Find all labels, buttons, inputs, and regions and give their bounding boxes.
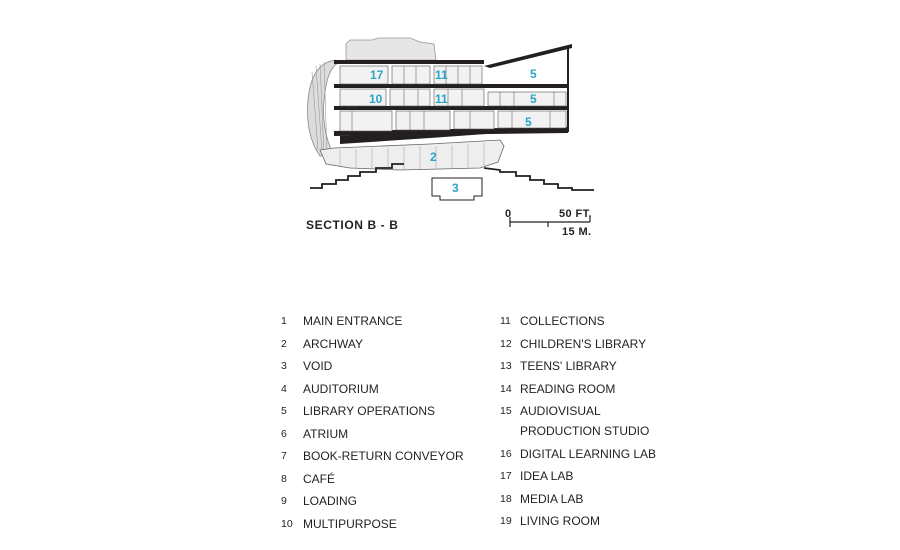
legend-number: 7: [281, 450, 287, 462]
scale-zero-label: 0: [505, 208, 512, 220]
legend-label: MAIN ENTRANCE: [303, 314, 403, 328]
legend-label: CAFÉ: [303, 471, 336, 486]
legend-item: [281, 311, 501, 331]
scale-feet-label: 50 FT.: [559, 208, 592, 220]
tag-2: 2: [430, 150, 437, 164]
legend-number: 13: [500, 360, 512, 372]
legend-item: [500, 489, 720, 509]
legend-number: 5: [281, 405, 287, 417]
tag-5-mid: 5: [530, 92, 537, 106]
legend-label: ATRIUM: [303, 426, 349, 441]
legend-number: 11: [500, 315, 511, 327]
legend-label: LIVING ROOM: [520, 514, 601, 528]
legend-number: 14: [500, 382, 512, 395]
legend-item: [281, 379, 501, 399]
legend-label: MEDIA LAB: [520, 491, 584, 506]
legend-number: 6: [281, 427, 287, 440]
tag-5-upper: 5: [530, 67, 537, 81]
legend-label: TEENS' LIBRARY: [520, 359, 617, 373]
legend-item: [281, 491, 501, 511]
legend-label: LOADING: [303, 494, 358, 508]
legend-label: MULTIPURPOSE: [303, 516, 397, 531]
ground-stairs-east: [484, 168, 594, 190]
legend-label: IDEA LAB: [520, 469, 574, 483]
legend-item: [500, 444, 720, 464]
legend-label: COLLECTIONS: [520, 314, 605, 328]
legend-item: [281, 424, 501, 444]
legend-number: 2: [281, 337, 287, 350]
legend-label: READING ROOM: [520, 381, 616, 396]
tag-3: 3: [452, 181, 459, 195]
legend-label: DIGITAL LEARNING LAB: [520, 446, 657, 461]
tag-10: 10: [369, 92, 383, 106]
legend-number: 1: [281, 315, 287, 327]
tag-17: 17: [370, 68, 384, 82]
scale-meters-label: 15 M.: [562, 226, 592, 238]
legend-item: [281, 356, 501, 376]
legend-item: [500, 356, 720, 376]
legend-item: [281, 446, 501, 466]
tag-11-upper: 11: [435, 68, 448, 82]
legend-item: [281, 514, 501, 534]
legend-label: ARCHWAY: [303, 336, 363, 351]
legend-number: 18: [500, 492, 512, 505]
slab-level-2: [334, 106, 568, 110]
legend-label-continued: PRODUCTION STUDIO: [520, 424, 650, 438]
tag-11-mid: 11: [435, 92, 448, 106]
legend-number: 9: [281, 495, 287, 507]
legend-label: AUDITORIUM: [303, 381, 379, 396]
slab-level-4: [334, 60, 484, 64]
legend-label: VOID: [303, 359, 333, 373]
legend-label: CHILDREN'S LIBRARY: [520, 336, 647, 351]
legend-number: 12: [500, 337, 512, 350]
legend-item: [500, 311, 720, 331]
legend-item: [281, 469, 501, 489]
legend-number: 10: [281, 517, 293, 530]
legend-number: 3: [281, 360, 287, 372]
legend-item: [281, 334, 501, 354]
archway-hull: [320, 140, 504, 170]
legend-label: AUDIOVISUAL: [520, 404, 601, 418]
legend-number: 4: [281, 382, 287, 395]
section-title: SECTION B - B: [306, 218, 399, 232]
legend-item: [281, 401, 501, 421]
legend-number: 17: [500, 470, 512, 482]
roof-canopy: [484, 44, 572, 68]
stacks-level-4: [340, 66, 482, 84]
legend-item: [500, 466, 720, 486]
stacks-level-2: [340, 111, 566, 131]
legend-number: 15: [500, 405, 512, 417]
legend-number: 8: [281, 472, 287, 485]
legend-number: 16: [500, 447, 512, 460]
legend-item: [500, 379, 720, 399]
tag-5-lower: 5: [525, 115, 532, 129]
roof-mass: [346, 38, 436, 60]
legend-item: [500, 401, 720, 443]
legend-label: LIBRARY OPERATIONS: [303, 404, 436, 418]
legend-label: BOOK-RETURN CONVEYOR: [303, 449, 464, 463]
slab-level-3: [334, 84, 568, 88]
legend-item: [500, 334, 720, 354]
legend-item: [500, 511, 720, 531]
legend-number: 19: [500, 515, 512, 527]
